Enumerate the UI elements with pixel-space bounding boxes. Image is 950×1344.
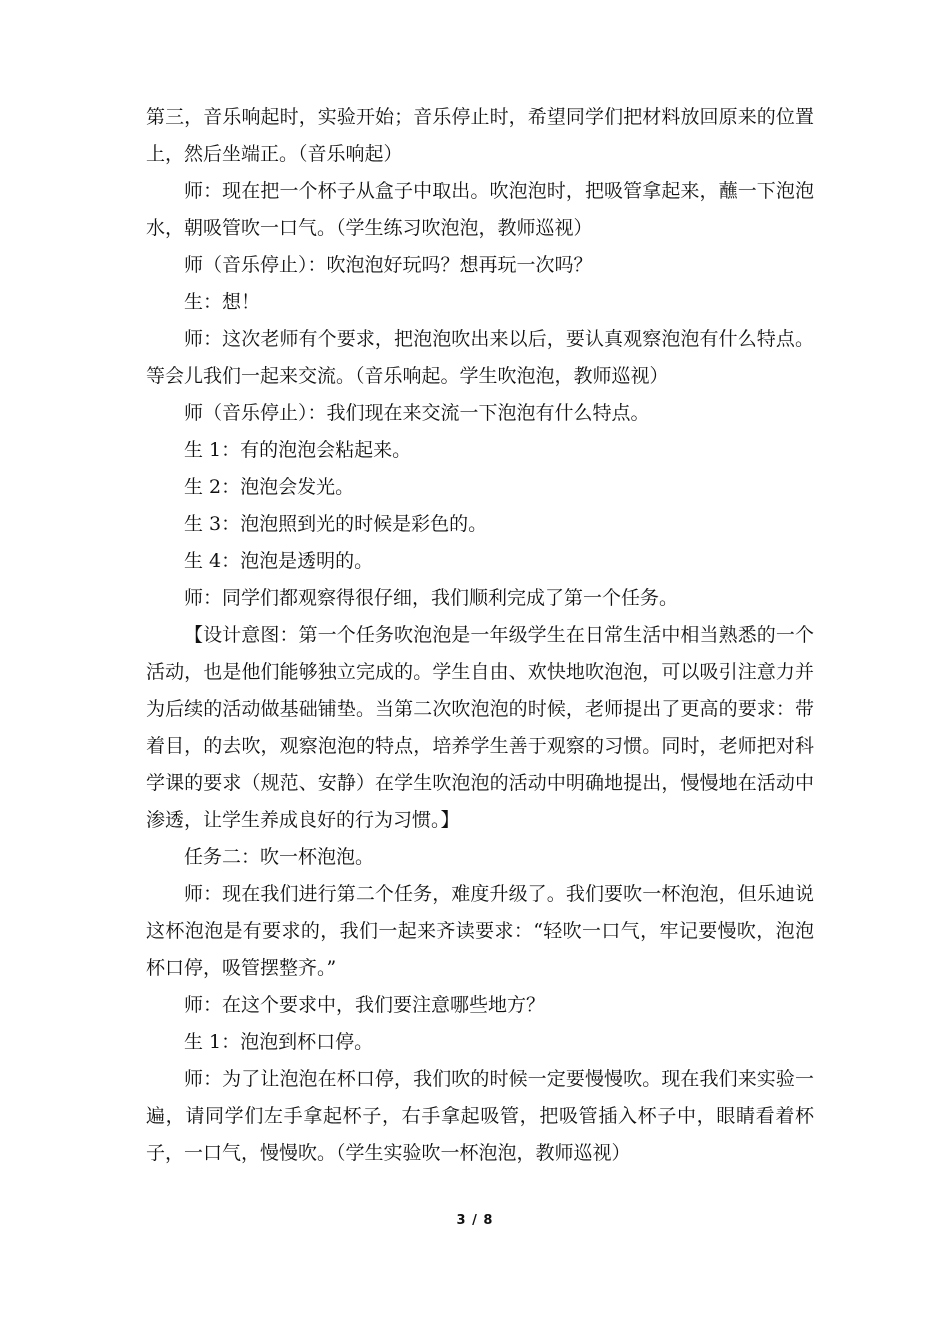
paragraph-teacher-instructions: 师：现在把一个杯子从盒子中取出。吹泡泡时，把吸管拿起来，蘸一下泡泡水，朝吸管吹一口气。（学生练习吹泡泡，教师巡视） xyxy=(146,180,814,239)
document-body xyxy=(146,99,814,1172)
paragraph-student-2: 生 2：泡泡会发光。 xyxy=(184,476,355,498)
paragraph-student-4: 生 4：泡泡是透明的。 xyxy=(184,550,374,572)
paragraph-task-two-heading: 任务二：吹一杯泡泡。 xyxy=(184,846,375,868)
page-number: 3 / 8 xyxy=(456,1213,494,1228)
paragraph-teacher-experiment: 师：为了让泡泡在杯口停，我们吹的时候一定要慢慢吹。现在我们来实验一遍，请同学们左手拿起杯子，右手拿起吸管，把吸管插入杯子中，眼睛看着杯子，一口气，慢慢吹。（学生实验吹一杯泡泡，教师巡视） xyxy=(146,1068,814,1164)
paragraph-design-intent: 【设计意图：第一个任务吹泡泡是一年级学生在日常生活中相当熟悉的一个活动，也是他们能够独立完成的。学生自由、欢快地吹泡泡，可以吸引注意力并为后续的活动做基础铺垫。当第二次吹泡泡的时候，老师提出了更高的要求：带着目，的去吹，观察泡泡的特点，培养学生善于观察的习惯。同时，老师把对科学课的要求（规范、安静）在学生吹泡泡的活动中明确地提出，慢慢地在活动中渗透，让学生养成良好的行为习惯。】 xyxy=(146,624,814,831)
paragraph-teacher-attention: 师：在这个要求中，我们要注意哪些地方？ xyxy=(184,994,546,1016)
paragraph-student-1-task-two: 生 1：泡泡到杯口停。 xyxy=(184,1031,374,1053)
paragraph-teacher-requirement: 师：这次老师有个要求，把泡泡吹出来以后，要认真观察泡泡有什么特点。等会儿我们一起来交流。（音乐响起。学生吹泡泡，教师巡视） xyxy=(146,328,814,387)
paragraph-student-1: 生 1：有的泡泡会粘起来。 xyxy=(184,439,412,461)
paragraph-student-3: 生 3：泡泡照到光的时候是彩色的。 xyxy=(184,513,488,535)
paragraph-teacher-discussion: 师（音乐停止）：我们现在来交流一下泡泡有什么特点。 xyxy=(184,402,650,424)
paragraph-student-answer: 生：想！ xyxy=(184,291,261,313)
paragraph-rules: 第三，音乐响起时，实验开始；音乐停止时，希望同学们把材料放回原来的位置上，然后坐端正。（音乐响起） xyxy=(146,106,814,165)
paragraph-teacher-question: 师（音乐停止）：吹泡泡好玩吗？想再玩一次吗？ xyxy=(184,254,593,276)
paragraph-teacher-summary: 师：同学们都观察得很仔细，我们顺利完成了第一个任务。 xyxy=(184,587,679,609)
paragraph-teacher-task-two: 师：现在我们进行第二个任务，难度升级了。我们要吹一杯泡泡，但乐迪说这杯泡泡是有要求的，我们一起来齐读要求：“轻吹一口气，牢记要慢吹，泡泡杯口停，吸管摆整齐。” xyxy=(146,883,814,979)
